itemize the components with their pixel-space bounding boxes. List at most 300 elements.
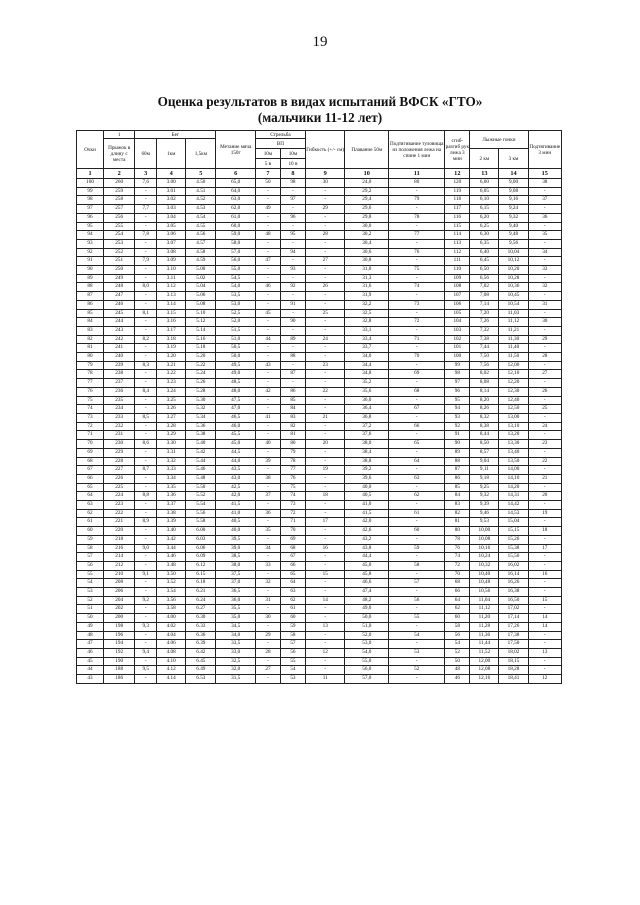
table-cell: 96 xyxy=(280,213,305,222)
table-cell: 21 xyxy=(305,413,345,422)
table-cell: 3.15 xyxy=(157,309,186,318)
table-cell: 3.08 xyxy=(157,248,186,257)
table-cell: 17,26 xyxy=(499,622,528,631)
table-cell: 224 xyxy=(104,492,135,501)
table-cell: - xyxy=(528,326,561,335)
table-cell: 34,8 xyxy=(345,370,389,379)
table-cell: - xyxy=(305,239,345,248)
table-cell: 43,5 xyxy=(216,466,256,475)
table-cell: 3.33 xyxy=(157,466,186,475)
table-cell: 4.50 xyxy=(186,179,216,188)
header-podtyagivanie: Подтягивание туловища из положения лежа на спине 1 мин xyxy=(389,131,445,169)
table-cell: 35,2 xyxy=(345,379,389,388)
table-cell: 65,0 xyxy=(216,179,256,188)
table-cell: 3.58 xyxy=(157,605,186,614)
table-cell: 76 xyxy=(445,544,470,553)
table-cell: 44 xyxy=(255,335,280,344)
table-cell: 35 xyxy=(255,527,280,536)
table-cell: 14 xyxy=(528,622,561,631)
table-cell: 14,31 xyxy=(499,492,528,501)
table-cell: 6.39 xyxy=(186,640,216,649)
table-cell: 37 xyxy=(528,196,561,205)
table-cell: 3.35 xyxy=(157,483,186,492)
table-cell: 17,38 xyxy=(499,631,528,640)
table-cell: 5.22 xyxy=(186,361,216,370)
column-number: 14 xyxy=(499,169,528,179)
table-cell: 69 xyxy=(389,370,445,379)
table-cell: 79 xyxy=(389,196,445,205)
table-cell: 55,0 xyxy=(345,657,389,666)
table-cell: 6,15 xyxy=(470,205,499,214)
table-cell: 7,7 xyxy=(135,205,157,214)
table-cell: 4.08 xyxy=(157,648,186,657)
table-cell: 3.28 xyxy=(157,422,186,431)
table-cell: - xyxy=(255,213,280,222)
table-cell: 4.51 xyxy=(186,187,216,196)
table-cell: - xyxy=(528,605,561,614)
table-cell: - xyxy=(135,292,157,301)
table-cell: - xyxy=(305,379,345,388)
table-cell: 54 xyxy=(445,640,470,649)
table-row xyxy=(77,335,562,344)
table-cell: 9,25 xyxy=(470,483,499,492)
table-cell: 59,0 xyxy=(216,231,256,240)
table-cell: 55,0 xyxy=(216,266,256,275)
table-cell: 49 xyxy=(77,622,104,631)
table-cell: - xyxy=(305,666,345,675)
table-cell: 6.30 xyxy=(186,614,216,623)
table-cell: 8,08 xyxy=(470,379,499,388)
table-cell: 39 xyxy=(255,457,280,466)
table-cell: 18,41 xyxy=(499,675,528,684)
table-cell: 61 xyxy=(77,518,104,527)
table-cell: 80 xyxy=(445,527,470,536)
table-cell: 5.30 xyxy=(186,396,216,405)
table-cell: 30,4 xyxy=(345,239,389,248)
table-cell: 4.02 xyxy=(157,622,186,631)
table-cell: 36,4 xyxy=(345,405,389,414)
table-cell: - xyxy=(135,422,157,431)
table-cell: - xyxy=(280,379,305,388)
table-cell: 51 xyxy=(77,605,104,614)
table-cell: 16,26 xyxy=(499,579,528,588)
table-cell: 106 xyxy=(445,300,470,309)
table-cell: 9,00 xyxy=(499,179,528,188)
table-row xyxy=(77,631,562,640)
table-cell: 18 xyxy=(305,492,345,501)
table-cell: 42,6 xyxy=(345,527,389,536)
table-cell: 94 xyxy=(280,248,305,257)
table-cell: 37 xyxy=(255,492,280,501)
table-row xyxy=(77,596,562,605)
table-cell: 33,7 xyxy=(345,344,389,353)
table-cell: 5.40 xyxy=(186,440,216,449)
table-cell: 96 xyxy=(445,387,470,396)
table-cell: 86 xyxy=(280,387,305,396)
table-cell: 49,0 xyxy=(345,605,389,614)
table-cell: 95 xyxy=(445,396,470,405)
table-cell: 3.00 xyxy=(157,179,186,188)
table-cell: 88 xyxy=(77,283,104,292)
header-10m-b: 10м xyxy=(280,149,305,159)
table-cell: 237 xyxy=(104,379,135,388)
table-cell: 39,0 xyxy=(216,544,256,553)
table-cell: 10,00 xyxy=(470,527,499,536)
table-cell: - xyxy=(389,205,445,214)
table-row xyxy=(77,648,562,657)
table-cell: 6.06 xyxy=(186,544,216,553)
table-cell: 6.24 xyxy=(186,596,216,605)
table-cell: - xyxy=(389,535,445,544)
table-row xyxy=(77,535,562,544)
header-pryzhok: Прыжок в длину с места xyxy=(104,139,135,169)
table-cell: 252 xyxy=(104,248,135,257)
table-cell: - xyxy=(389,187,445,196)
table-cell: 9,48 xyxy=(499,231,528,240)
table-cell: 218 xyxy=(104,535,135,544)
table-cell: 3.18 xyxy=(157,335,186,344)
table-cell: 8,9 xyxy=(135,518,157,527)
table-cell: 5.58 xyxy=(186,518,216,527)
table-cell: - xyxy=(528,396,561,405)
table-cell: 246 xyxy=(104,300,135,309)
table-cell: 226 xyxy=(104,474,135,483)
column-number: 5 xyxy=(186,169,216,179)
table-cell: - xyxy=(389,640,445,649)
table-cell: - xyxy=(389,657,445,666)
table-cell: 255 xyxy=(104,222,135,231)
table-cell: 52 xyxy=(389,666,445,675)
table-cell: - xyxy=(389,239,445,248)
table-cell: 64 xyxy=(77,492,104,501)
table-cell: 51,0 xyxy=(216,335,256,344)
table-cell: 13 xyxy=(528,648,561,657)
table-cell: 54 xyxy=(389,631,445,640)
table-row xyxy=(77,379,562,388)
table-cell: 89 xyxy=(445,448,470,457)
table-cell: 15,38 xyxy=(499,544,528,553)
table-cell: - xyxy=(389,309,445,318)
table-cell: 77 xyxy=(77,379,104,388)
table-cell: - xyxy=(528,588,561,597)
table-cell: 29,8 xyxy=(345,213,389,222)
table-cell: 17 xyxy=(528,544,561,553)
table-cell: 44 xyxy=(77,666,104,675)
table-cell: - xyxy=(305,187,345,196)
table-cell: 7,20 xyxy=(470,309,499,318)
table-cell: 64 xyxy=(389,457,445,466)
table-cell: 31 xyxy=(528,300,561,309)
header-5v: 5 в xyxy=(255,159,280,169)
table-cell: 3.24 xyxy=(157,387,186,396)
table-cell: 73 xyxy=(280,501,305,510)
table-cell: - xyxy=(528,518,561,527)
table-cell: 6,25 xyxy=(470,222,499,231)
table-cell: 4.06 xyxy=(157,640,186,649)
table-cell: 113 xyxy=(445,239,470,248)
table-cell: 19 xyxy=(528,509,561,518)
table-cell: 95 xyxy=(77,222,104,231)
table-cell: 28 xyxy=(255,648,280,657)
table-cell: - xyxy=(305,326,345,335)
table-cell: 6.53 xyxy=(186,675,216,684)
table-cell: 212 xyxy=(104,561,135,570)
table-cell: 10,36 xyxy=(499,283,528,292)
table-cell: 5.24 xyxy=(186,370,216,379)
table-cell: 52 xyxy=(445,648,470,657)
table-cell: - xyxy=(528,466,561,475)
header-sgibanie: сгиб-разгиб рук лежа 3 мин xyxy=(445,131,470,169)
table-cell: 30 xyxy=(528,318,561,327)
table-cell: 52,0 xyxy=(345,631,389,640)
table-cell: 95 xyxy=(280,231,305,240)
table-cell: 4.59 xyxy=(186,257,216,266)
table-cell: 256 xyxy=(104,213,135,222)
table-cell: 9,0 xyxy=(135,544,157,553)
table-cell: 49 xyxy=(255,205,280,214)
table-cell: - xyxy=(389,396,445,405)
table-cell: 68 xyxy=(445,579,470,588)
table-cell: 3.09 xyxy=(157,257,186,266)
table-cell: 250 xyxy=(104,266,135,275)
table-cell: 3.12 xyxy=(157,283,186,292)
table-cell: 70 xyxy=(280,527,305,536)
table-cell: 60 xyxy=(280,614,305,623)
table-row xyxy=(77,274,562,283)
table-cell: 72 xyxy=(389,318,445,327)
table-cell: 18,02 xyxy=(499,648,528,657)
table-cell: 208 xyxy=(104,579,135,588)
table-cell: 67 xyxy=(280,553,305,562)
table-cell: 79 xyxy=(280,448,305,457)
table-cell: - xyxy=(255,239,280,248)
page-number: 19 xyxy=(312,34,328,50)
table-cell: - xyxy=(135,474,157,483)
table-cell: - xyxy=(255,422,280,431)
table-cell: - xyxy=(305,422,345,431)
table-row xyxy=(77,213,562,222)
table-cell: 39,6 xyxy=(345,474,389,483)
table-cell: - xyxy=(305,196,345,205)
table-cell: 245 xyxy=(104,309,135,318)
table-cell: - xyxy=(280,274,305,283)
table-cell: 7,50 xyxy=(470,353,499,362)
table-cell: 11,30 xyxy=(499,335,528,344)
table-cell: 99 xyxy=(77,187,104,196)
table-row xyxy=(77,614,562,623)
table-cell: 11,50 xyxy=(499,353,528,362)
table-cell: 210 xyxy=(104,570,135,579)
table-cell: - xyxy=(305,213,345,222)
table-cell: 97 xyxy=(445,379,470,388)
table-cell: 11,40 xyxy=(499,344,528,353)
table-cell: 7,44 xyxy=(470,344,499,353)
table-cell: - xyxy=(135,379,157,388)
table-cell: 65 xyxy=(389,440,445,449)
table-cell: - xyxy=(255,300,280,309)
table-cell: 54,5 xyxy=(216,274,256,283)
table-cell: 52,5 xyxy=(216,309,256,318)
table-cell: 53 xyxy=(77,588,104,597)
table-cell: 62,0 xyxy=(216,205,256,214)
table-cell: 17,14 xyxy=(499,614,528,623)
table-cell: 3.02 xyxy=(157,196,186,205)
table-cell: 3.36 xyxy=(157,492,186,501)
column-number-row xyxy=(77,169,562,179)
table-cell: 12,30 xyxy=(499,387,528,396)
table-cell: 32,5 xyxy=(345,309,389,318)
table-cell: - xyxy=(389,361,445,370)
table-cell: 52 xyxy=(77,596,104,605)
table-cell: 5.48 xyxy=(186,474,216,483)
table-cell: 88 xyxy=(445,457,470,466)
table-cell: 43,0 xyxy=(216,474,256,483)
table-cell: 6.12 xyxy=(186,561,216,570)
table-cell: 18 xyxy=(528,527,561,536)
table-cell: - xyxy=(305,535,345,544)
column-number: 7 xyxy=(255,169,280,179)
table-cell: - xyxy=(528,553,561,562)
document-title xyxy=(0,94,640,126)
table-cell: 3.14 xyxy=(157,300,186,309)
table-cell: 5.02 xyxy=(186,274,216,283)
table-cell: 26 xyxy=(305,283,345,292)
table-cell: 15 xyxy=(305,570,345,579)
table-cell: 44,4 xyxy=(345,553,389,562)
table-row xyxy=(77,396,562,405)
table-cell: 24 xyxy=(528,422,561,431)
table-cell: - xyxy=(135,326,157,335)
table-cell: 23 xyxy=(305,361,345,370)
table-cell: 3.04 xyxy=(157,213,186,222)
table-cell: 50 xyxy=(255,179,280,188)
table-cell: - xyxy=(255,466,280,475)
table-cell: 3.20 xyxy=(157,353,186,362)
table-cell: 112 xyxy=(445,248,470,257)
table-cell: - xyxy=(528,431,561,440)
table-cell: 4.10 xyxy=(157,657,186,666)
table-cell: 222 xyxy=(104,509,135,518)
table-cell: 54 xyxy=(77,579,104,588)
table-cell: 107 xyxy=(445,292,470,301)
table-cell: 7,26 xyxy=(470,318,499,327)
table-cell: 21 xyxy=(528,474,561,483)
table-cell: 14 xyxy=(528,614,561,623)
table-cell: - xyxy=(305,561,345,570)
table-cell: 8,4 xyxy=(135,387,157,396)
table-cell: - xyxy=(135,553,157,562)
table-cell: 30 xyxy=(305,179,345,188)
table-cell: 50 xyxy=(445,657,470,666)
table-cell: - xyxy=(305,300,345,309)
table-cell: 80 xyxy=(389,179,445,188)
table-cell: 48 xyxy=(255,231,280,240)
table-cell: 3.25 xyxy=(157,396,186,405)
table-cell: 11,03 xyxy=(499,309,528,318)
table-cell: 70 xyxy=(445,570,470,579)
table-cell: 63 xyxy=(389,474,445,483)
table-cell: 91 xyxy=(77,257,104,266)
table-cell: 5.04 xyxy=(186,283,216,292)
table-cell: 3.38 xyxy=(157,509,186,518)
table-cell: 117 xyxy=(445,205,470,214)
table-cell: - xyxy=(528,379,561,388)
column-number: 4 xyxy=(157,169,186,179)
table-cell: 91 xyxy=(445,431,470,440)
table-cell: - xyxy=(280,187,305,196)
table-cell: 25 xyxy=(528,405,561,414)
table-cell: - xyxy=(255,501,280,510)
table-cell: - xyxy=(305,657,345,666)
table-row xyxy=(77,422,562,431)
table-cell: 4.54 xyxy=(186,213,216,222)
table-cell: 10,16 xyxy=(470,544,499,553)
header-col1-num: 1 xyxy=(104,131,135,139)
table-cell: 78 xyxy=(445,535,470,544)
table-cell: 75 xyxy=(77,396,104,405)
table-cell: - xyxy=(305,588,345,597)
table-cell: 27 xyxy=(255,666,280,675)
table-cell: - xyxy=(528,413,561,422)
table-cell: 238 xyxy=(104,370,135,379)
table-cell: - xyxy=(305,431,345,440)
table-cell: 80 xyxy=(77,353,104,362)
table-cell: - xyxy=(255,344,280,353)
table-cell: - xyxy=(255,266,280,275)
table-cell: 3.17 xyxy=(157,326,186,335)
table-cell: 40,5 xyxy=(216,518,256,527)
table-cell: 15 xyxy=(528,596,561,605)
table-cell: 6.45 xyxy=(186,657,216,666)
table-cell: 4.12 xyxy=(157,666,186,675)
table-cell: 99 xyxy=(445,361,470,370)
table-cell: 3.42 xyxy=(157,535,186,544)
table-cell: 192 xyxy=(104,648,135,657)
table-cell: 41,0 xyxy=(216,509,256,518)
table-cell: - xyxy=(255,535,280,544)
table-cell: 37,6 xyxy=(345,431,389,440)
table-cell: 8,44 xyxy=(470,431,499,440)
table-cell: - xyxy=(255,396,280,405)
table-cell: 47,5 xyxy=(216,396,256,405)
table-cell: 8,3 xyxy=(135,361,157,370)
table-cell: 5.16 xyxy=(186,335,216,344)
table-cell: 3.07 xyxy=(157,239,186,248)
table-cell: 9,18 xyxy=(470,474,499,483)
table-cell: 56 xyxy=(445,631,470,640)
table-cell: 7,8 xyxy=(135,231,157,240)
table-cell: 38,4 xyxy=(345,448,389,457)
table-cell: - xyxy=(305,292,345,301)
table-cell: 242 xyxy=(104,335,135,344)
table-cell: 31,5 xyxy=(216,675,256,684)
table-cell: 4.00 xyxy=(157,614,186,623)
table-cell: 10,56 xyxy=(470,588,499,597)
table-cell: 7,9 xyxy=(135,257,157,266)
table-cell: 60 xyxy=(389,527,445,536)
table-cell: 38 xyxy=(528,179,561,188)
table-cell: 68 xyxy=(77,457,104,466)
table-cell: 33 xyxy=(528,266,561,275)
table-cell: 3.06 xyxy=(157,231,186,240)
table-cell: 10,04 xyxy=(499,248,528,257)
table-cell: 58,0 xyxy=(216,239,256,248)
table-cell: 83 xyxy=(280,413,305,422)
table-cell: 91 xyxy=(280,300,305,309)
table-cell: 6,56 xyxy=(470,274,499,283)
table-cell: - xyxy=(135,274,157,283)
table-cell: 9,4 xyxy=(135,648,157,657)
